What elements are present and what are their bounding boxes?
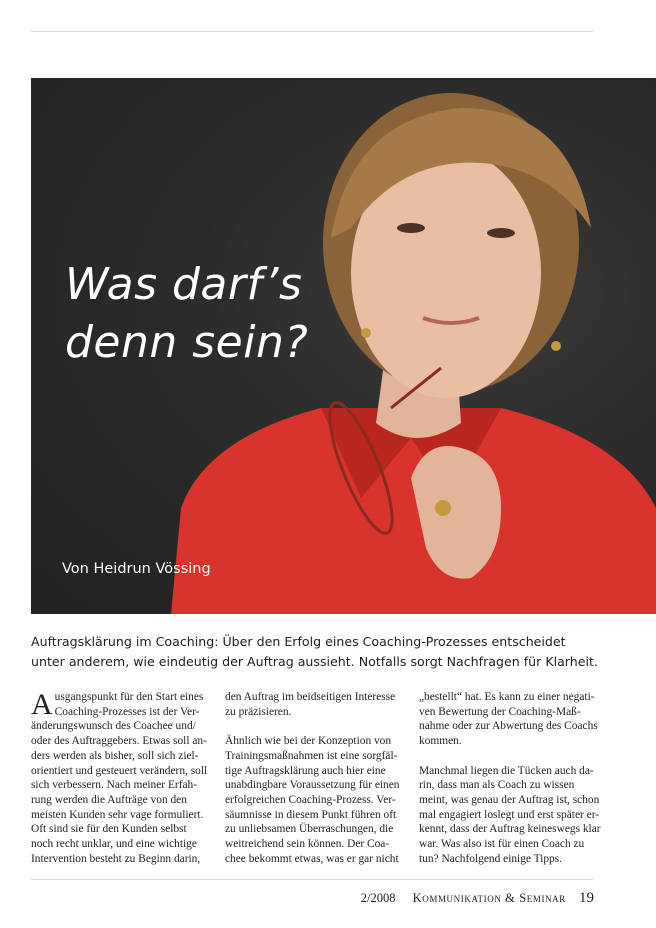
body-line: tun? Nachfolgend einige Tipps. — [419, 852, 562, 865]
body-line: usgangspunkt für den Start eines — [54, 691, 204, 703]
body-line: meisten Kunden sehr vage formuliert. — [31, 808, 204, 821]
lede-line: Auftragsklärung im Coaching: Über den Erfolg eines Coaching-Prozesses entscheidet — [31, 634, 566, 649]
body-line: rin, dass man als Coach zu wissen — [419, 779, 575, 792]
body-line: Oft sind sie für den Kunden selbst — [31, 823, 187, 836]
top-rule — [31, 31, 593, 32]
body-column-3 — [419, 690, 601, 866]
body-line: änderungswunsch des Coachee und/ — [31, 720, 196, 733]
body-line: meint, was genau der Auftrag ist, schon — [419, 793, 600, 806]
page-number: 19 — [579, 890, 594, 906]
body-line: Trainingsmaßnahmen ist eine sorgfäl- — [225, 749, 398, 762]
paragraph-gap — [419, 749, 597, 764]
article-title-line-2: denn sein? — [65, 317, 309, 368]
byline: Von Heidrun Vössing — [62, 561, 211, 577]
article-title — [65, 256, 308, 372]
body-line: orientiert und gesteuert verändern, soll — [31, 764, 208, 777]
body-line: nahme oder zur Abwertung des Coachs — [419, 720, 598, 733]
body-line: Ähnlich wie bei der Konzeption von — [225, 735, 392, 748]
body-line: kommen. — [419, 735, 462, 748]
body-line: zu präzisieren. — [225, 705, 292, 718]
page-footer — [361, 890, 594, 907]
body-line: noch recht unklar, und eine wichtige — [31, 838, 197, 851]
body-line: ven Bewertung der Coaching-Maß- — [419, 705, 581, 718]
journal-name: Kommunikation & Seminar — [412, 891, 566, 905]
issue-number: 2/2008 — [360, 891, 396, 905]
body-line: rung werden die Aufträge von den — [31, 793, 187, 806]
lede-line: unter anderem, wie eindeutig der Auftrag aussieht. Notfalls sorgt Nachfragen für Klarheit. — [31, 654, 598, 669]
body-line: erfolgreichen Coaching-Prozess. Ver- — [225, 793, 396, 806]
drop-cap: A — [31, 688, 53, 721]
body-line: Coaching-Prozesses ist der Ver- — [54, 705, 200, 718]
body-line: kennt, dass der Auftrag keineswegs klar — [419, 823, 601, 836]
body-line: weitreichend sein können. Der Coa- — [225, 838, 390, 851]
body-line: war. Was also ist für einen Coach zu — [419, 838, 585, 851]
body-line: sich verbessern. Nach meiner Erfah- — [31, 779, 198, 792]
body-line: Manchmal liegen die Tücken auch da- — [419, 764, 594, 777]
body-line: den Auftrag im beidseitigen Interesse — [225, 691, 396, 703]
hero-photo — [31, 78, 656, 614]
body-column-2 — [225, 690, 403, 866]
body-line: oder des Auftraggebers. Etwas soll an- — [31, 735, 207, 748]
bottom-rule — [31, 879, 593, 880]
body-line: mal engagiert loslegt und erst später er- — [419, 808, 600, 821]
body-column-1 — [31, 690, 209, 866]
body-line: säumnisse in diesem Punkt führen oft — [225, 808, 397, 821]
body-line: chee bekommt etwas, was er gar nicht — [225, 852, 399, 865]
body-line: tige Auftragsklärung auch hier eine — [225, 764, 386, 777]
lede — [31, 632, 621, 672]
body-line: „bestellt“ hat. Es kann zu einer negati- — [419, 691, 595, 703]
article-title-line-1: Was darf’s — [65, 259, 303, 310]
body-line: Intervention besteht zu Beginn darin, — [31, 852, 201, 865]
paragraph-gap — [225, 719, 403, 734]
body-line: zu unliebsamen Überraschungen, die — [225, 823, 394, 836]
body-line: ders werden als bisher, soll sich ziel- — [31, 749, 199, 762]
body-line: unabdingbare Voraussetzung für einen — [225, 779, 400, 792]
